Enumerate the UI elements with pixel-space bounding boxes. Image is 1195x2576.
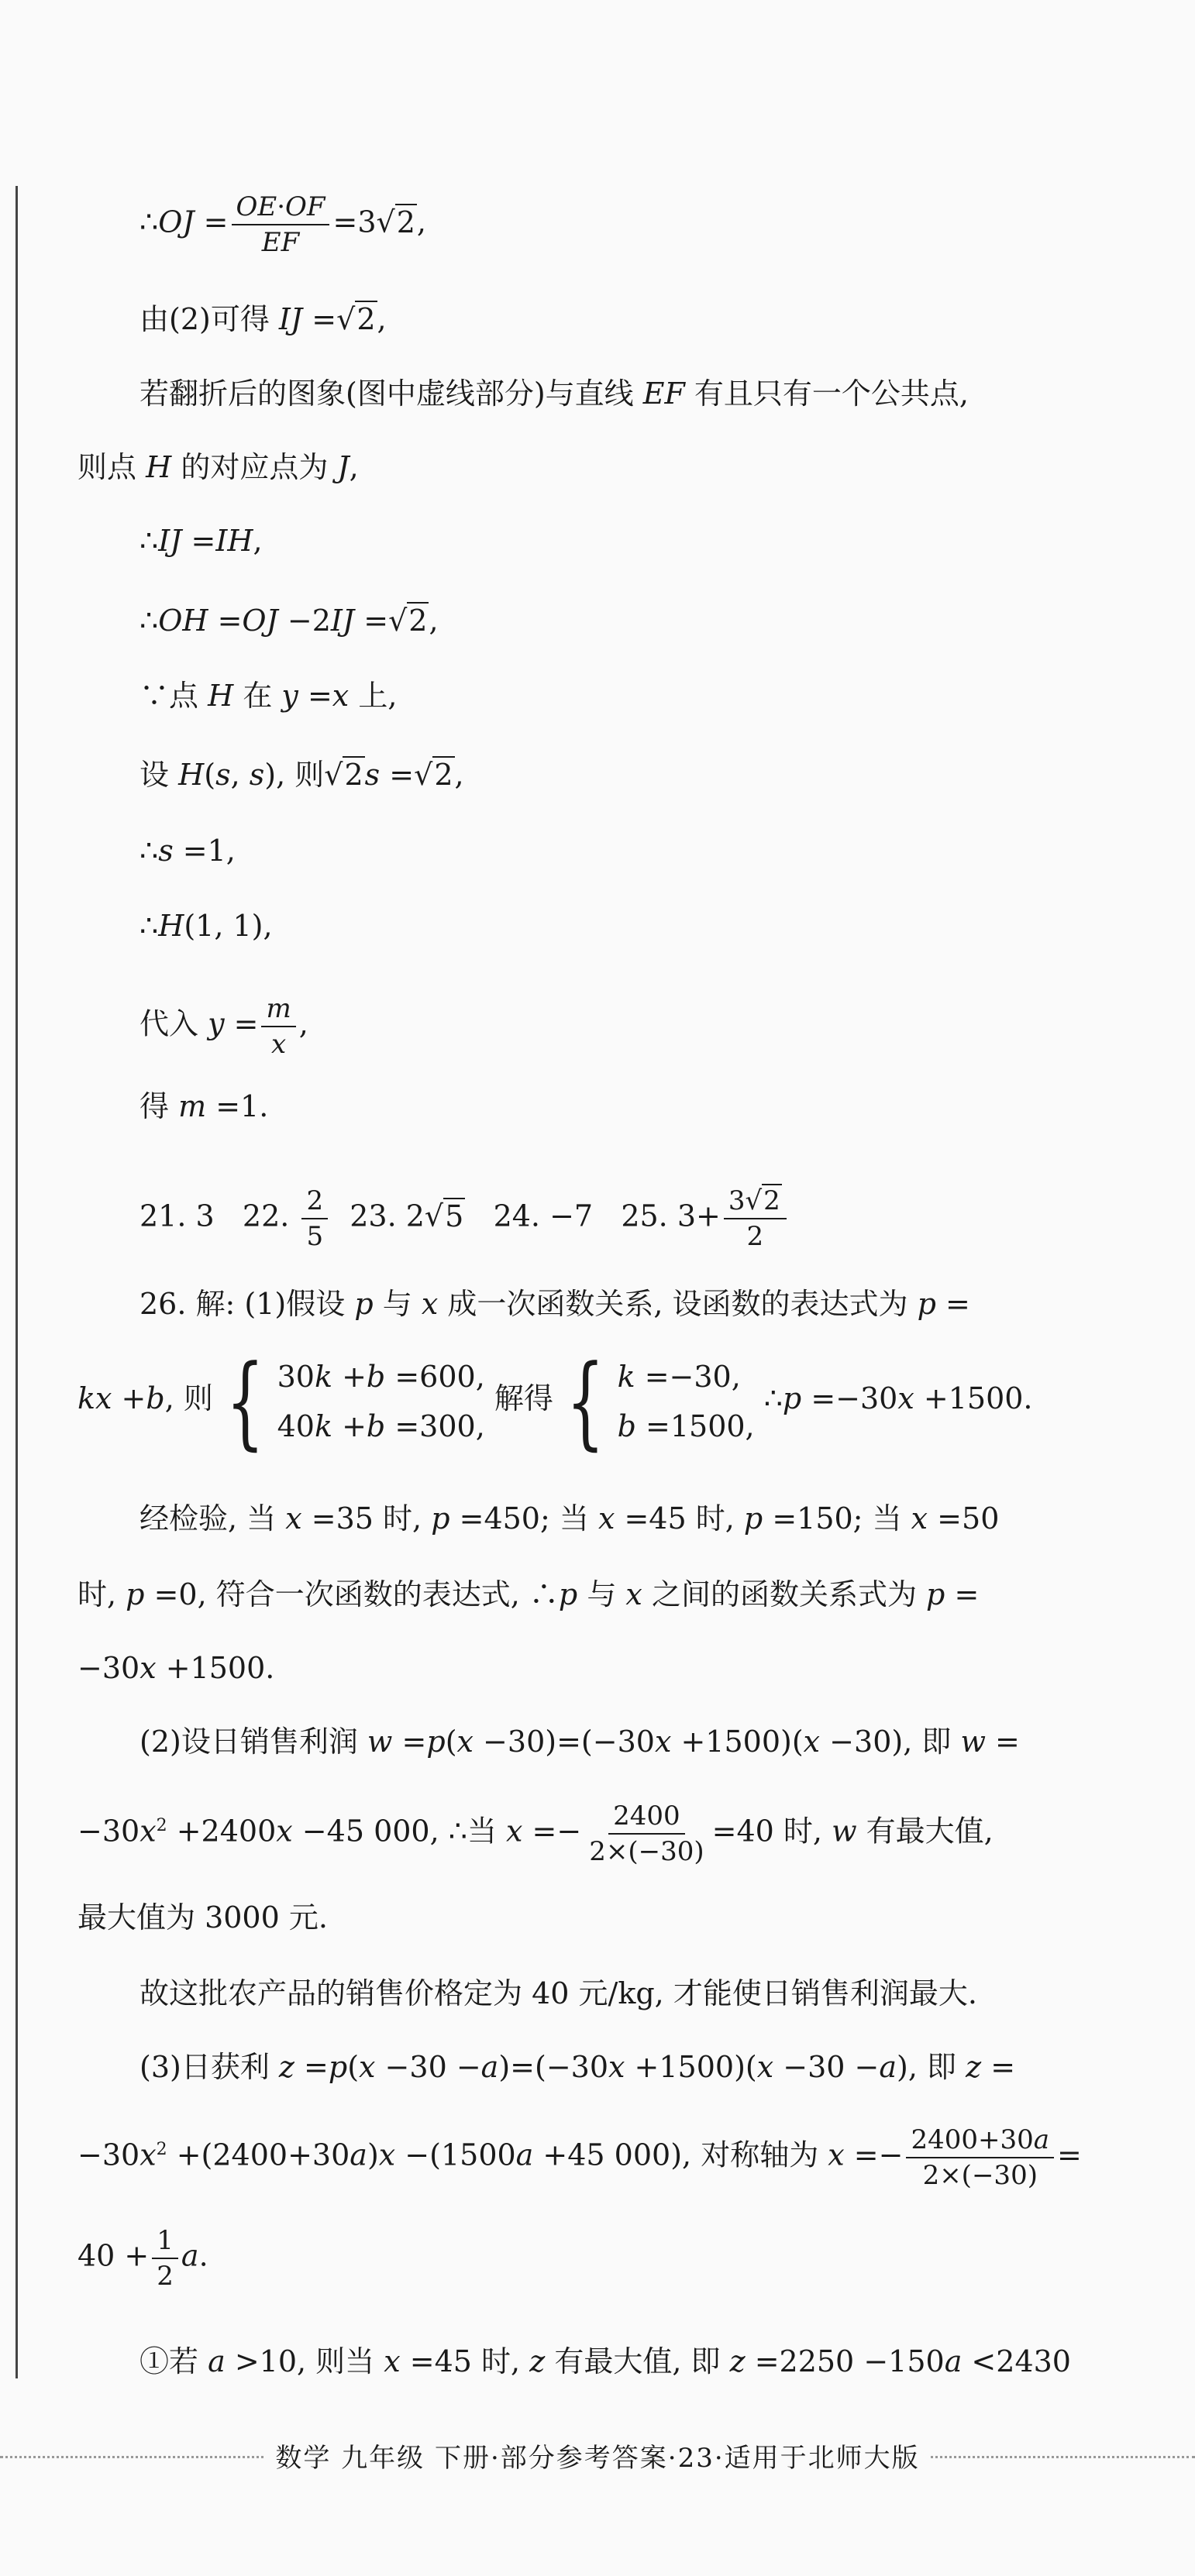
text-line-9: ∴s =1, xyxy=(139,834,236,868)
text-line-7: ∵点 H 在 y =x 上, xyxy=(139,679,398,713)
text-line-5: ∴IJ =IH, xyxy=(139,524,263,558)
text-line-11: 代入 y = $\frac{m}{x}$ , xyxy=(139,993,308,1060)
text-line-15: kx +b, 则 { 30k +b =600, 40k +b =300, 解得 { k =−30, b =1500, ∴p =−30x +1500. xyxy=(77,1342,1033,1460)
text-line-21: 最大值为 3000 元. xyxy=(77,1900,328,1935)
text-line-4: 则点 H 的对应点为 J, xyxy=(77,450,359,484)
text-line-12: 得 m =1. xyxy=(139,1089,269,1123)
text-line-20: $-30x^2 +2400x -45$ 000, ∴当 x =− $\frac{2400}{2\times(-30)}$ =40 时, w 有最大值, xyxy=(77,1800,994,1867)
page-footer xyxy=(0,2439,1195,2478)
text-line-22: 故这批农产品的销售价格定为 40 元/kg, 才能使日销售利润最大. xyxy=(139,1976,977,2010)
text-line-18: −30x +1500. xyxy=(77,1651,275,1685)
text-line-3: 若翻折后的图象(图中虚线部分)与直线 EF 有且只有一个公共点, xyxy=(139,377,969,411)
footer-text: 数学 九年级 下册·部分参考答案·23·适用于北师大版 xyxy=(264,2443,930,2474)
text-line-1: ∴OJ = $\frac{OE\cdot OF}{EF}$ =3√2, xyxy=(139,191,426,258)
text-line-24: $-30x^2 +(2400+30a)x -(1500a +45$ 000), 对称轴为 x =− $\frac{2400+30a}{2\times(-30)}$ = xyxy=(77,2124,1082,2191)
text-line-14: 26. 解: (1)假设 p 与 x 成一次函数关系, 设函数的表达式为 p = xyxy=(139,1287,970,1321)
text-line-13: 21. 3 22. $\frac{2}{5}$ 23. 2√5 24. −7 25. 3+ $\frac{3√2}{2}$ xyxy=(139,1184,790,1254)
text-line-17: 时, p =0, 符合一次函数的表达式, ∴p 与 x 之间的函数关系式为 p = xyxy=(77,1577,980,1611)
text-line-2: 由(2)可得 IJ =√2, xyxy=(139,302,387,336)
text-line-6: ∴OH =OJ −2IJ =√2, xyxy=(139,604,439,638)
text-line-26: ①若 a >10, 则当 x =45 时, z 有最大值, 即 z =2250 −150a <2430 xyxy=(139,2344,1071,2378)
text-line-19: (2)设日销售利润 w =p(x −30)=(−30x +1500)(x −30), 即 w = xyxy=(139,1725,1020,1759)
text-line-16: 经检验, 当 x =35 时, p =450; 当 x =45 时, p =150; 当 x =50 xyxy=(139,1501,1000,1536)
text-line-10: ∴H(1, 1), xyxy=(139,909,273,943)
margin-line xyxy=(15,186,18,2378)
text-line-23: (3)日获利 z =p(x −30 −a)=(−30x +1500)(x −30 −a), 即 z = xyxy=(139,2050,1016,2084)
text-line-25: 40 + $\frac{1}{2}$ a. xyxy=(77,2225,208,2292)
text-line-8: 设 H(s, s), 则√2s =√2, xyxy=(139,758,464,792)
